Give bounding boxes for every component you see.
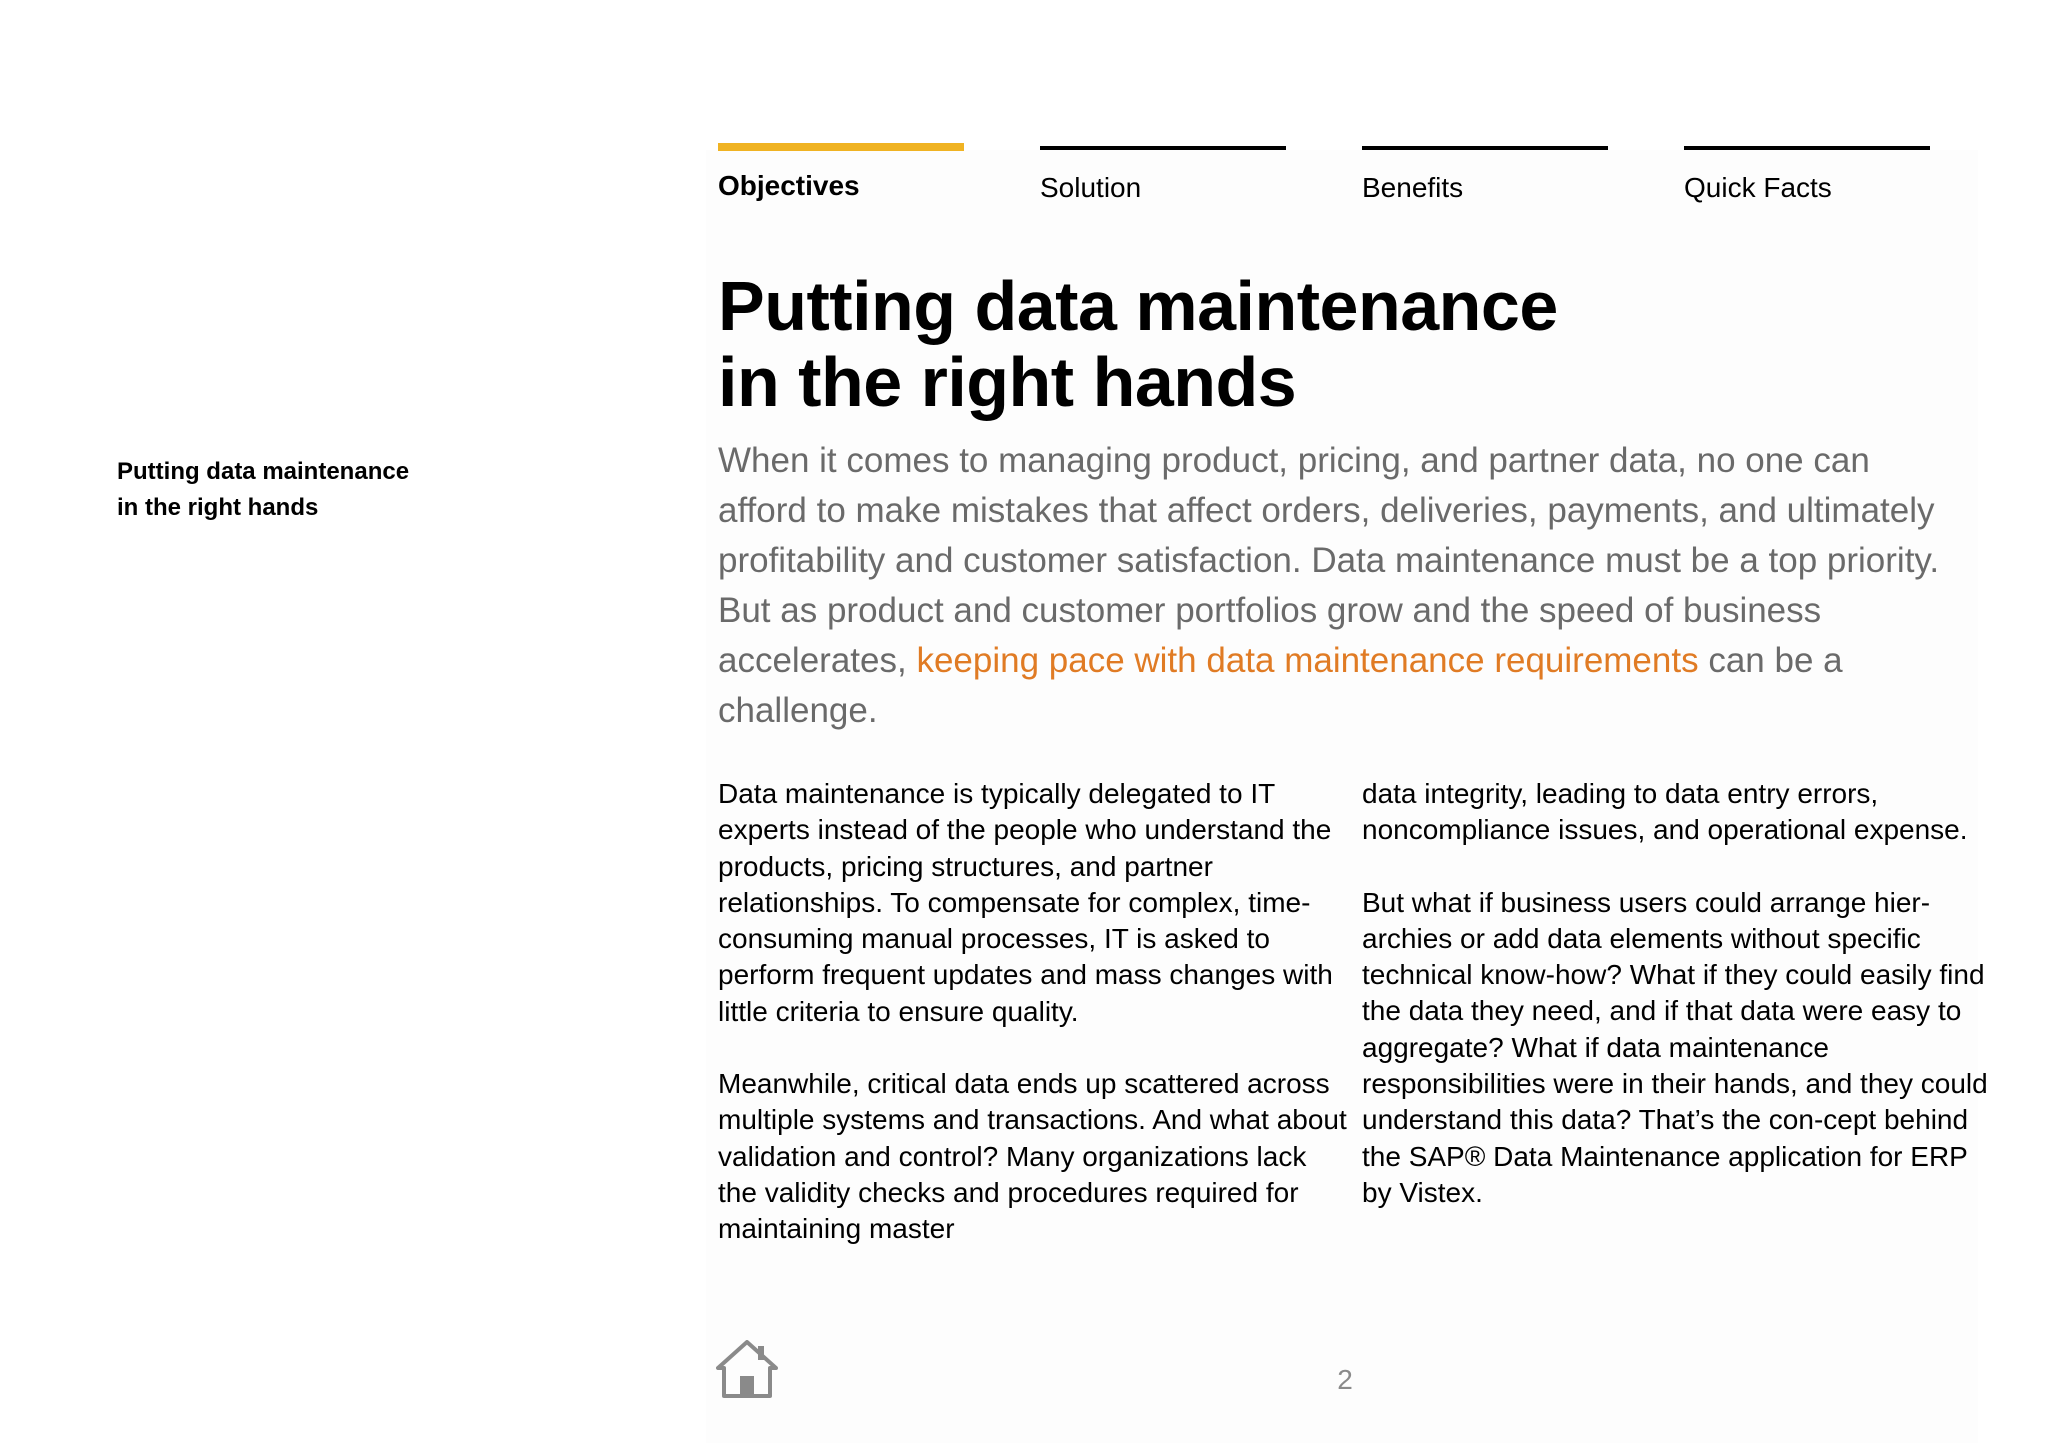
tab-indicator [1040, 146, 1286, 150]
tab-benefits[interactable] [1362, 146, 1608, 205]
sidebar-title-line2: in the right hands [117, 494, 319, 521]
tab-objectives[interactable] [718, 146, 964, 203]
tab-label: Quick Facts [1684, 172, 1832, 203]
page-title [718, 268, 1818, 420]
tab-quick-facts[interactable] [1684, 146, 1930, 205]
sidebar-section-title [117, 454, 517, 526]
intro-paragraph [718, 436, 1958, 736]
body-paragraph: But what if business users could arrange hier-archies or add data elements without specific technical know-how? What if they could easily find the data they need, and if that data were easy to aggregate? What if data maintenance responsibilities were in their hands, and they could understand this data? That’s the con-cept behind the SAP® Data Maintenance application for ERP by Vistex. [1362, 886, 1988, 1208]
body-column-right [1362, 776, 1998, 1247]
tab-indicator [718, 143, 964, 151]
body-column-left [718, 776, 1348, 1284]
tab-indicator [1362, 146, 1608, 150]
page-title-line2: in the right hands [718, 343, 1297, 421]
tab-label: Benefits [1362, 172, 1464, 203]
tab-label: Solution [1040, 172, 1142, 203]
page-title-line1: Putting data maintenance [718, 267, 1558, 345]
tab-label: Objectives [718, 170, 860, 201]
body-paragraph: Meanwhile, critical data ends up scattered across multiple systems and transactions. And what about validation and control? Many organizations lack the validity checks and procedures required for maintaining master [718, 1068, 1347, 1245]
intro-text-after: can be a challenge. [718, 641, 1843, 730]
intro-text-before: When it comes to managing product, pricing, and partner data, no one can afford to make mistakes that affect orders, deliveries, payments, and ultimately profitability and customer satisfaction. Data maintenance must be a top priority. But as product and customer portfolios grow and the speed of business accelerates, [718, 441, 1940, 680]
home-icon[interactable] [716, 1340, 778, 1398]
sidebar-title-line1: Putting data maintenance [117, 458, 410, 485]
tab-indicator [1684, 146, 1930, 150]
intro-highlight: keeping pace with data maintenance requirements [916, 641, 1699, 680]
section-tabs [718, 146, 1928, 206]
body-paragraph: data integrity, leading to data entry errors, noncompliance issues, and operational expense. [1362, 778, 1968, 846]
body-paragraph: Data maintenance is typically delegated to IT experts instead of the people who understand the products, pricing structures, and partner relationships. To compensate for complex, time-consuming manual processes, IT is asked to perform frequent updates and mass changes with little criteria to ensure quality. [718, 778, 1333, 1027]
tab-solution[interactable] [1040, 146, 1286, 205]
page-number: 2 [1337, 1364, 1353, 1395]
